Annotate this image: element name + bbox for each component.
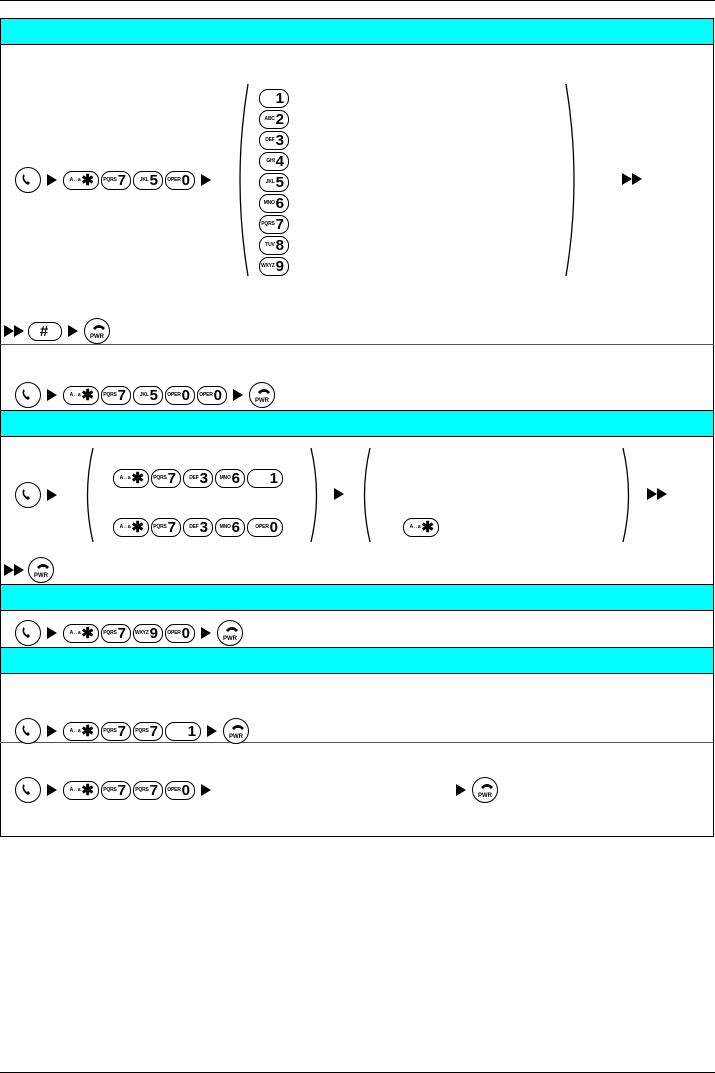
arrow-icon — [47, 725, 57, 737]
section-header-2 — [0, 410, 714, 437]
off-pwr-key-icon[interactable]: PWR — [28, 557, 54, 583]
arrow-icon — [47, 627, 57, 639]
option-star — [403, 518, 439, 537]
sequence-row — [15, 382, 275, 408]
continue-arrow-icon — [4, 325, 24, 337]
sequence-row — [15, 718, 249, 744]
talk-key-icon[interactable] — [15, 620, 41, 646]
sequence-row — [2, 557, 54, 583]
arrow-icon — [47, 174, 57, 186]
key-0[interactable]: OPER 0 — [247, 518, 283, 537]
star-key[interactable]: A↔a ✱ — [403, 518, 439, 537]
key-3[interactable]: DEF 3 — [259, 131, 289, 150]
section-header-3 — [0, 584, 714, 611]
left-paren-icon — [80, 446, 96, 544]
sequence-row — [15, 620, 243, 646]
arrow-icon — [47, 389, 57, 401]
key-7[interactable]: PQRS 7 — [101, 171, 131, 190]
right-paren-icon — [562, 82, 584, 278]
key-0[interactable]: OPER 0 — [165, 171, 195, 190]
arrow-icon — [233, 389, 243, 401]
key-0[interactable]: OPER 0 — [165, 624, 195, 643]
key-3[interactable]: DEF 3 — [183, 469, 213, 488]
key-5[interactable]: JKL 5 — [259, 173, 289, 192]
off-pwr-key-icon[interactable]: PWR — [84, 318, 110, 344]
key-9[interactable]: WXYZ 9 — [259, 257, 289, 276]
arrow-icon — [334, 488, 344, 500]
talk-key-icon[interactable] — [15, 167, 41, 193]
talk-key-icon[interactable] — [15, 718, 41, 744]
key-4[interactable]: GHI 4 — [259, 152, 289, 171]
key-1[interactable]: 1 — [247, 469, 283, 488]
star-key[interactable]: A↔a ✱ — [63, 781, 99, 800]
continue-arrow-icon — [4, 564, 24, 576]
sequence-row — [15, 777, 215, 803]
key-7[interactable]: PQRS 7 — [259, 215, 289, 234]
key-6[interactable]: MNO 6 — [259, 194, 289, 213]
arrow — [330, 488, 348, 500]
sequence-row — [452, 777, 498, 803]
arrow-icon — [201, 627, 211, 639]
off-pwr-key-icon[interactable]: PWR — [472, 777, 498, 803]
option-sequence-2 — [113, 518, 283, 537]
star-key[interactable]: A↔a ✱ — [63, 722, 99, 741]
key-7[interactable]: PQRS 7 — [101, 386, 131, 405]
sequence-row — [2, 318, 110, 344]
key-7[interactable]: PQRS 7 — [101, 781, 131, 800]
row-separator — [0, 344, 714, 345]
off-pwr-key-icon[interactable]: PWR — [249, 382, 275, 408]
continue-arrow — [645, 488, 669, 500]
right-paren-icon — [308, 446, 324, 544]
digit-list — [259, 89, 289, 276]
off-pwr-key-icon[interactable]: PWR — [223, 718, 249, 744]
star-key[interactable]: A↔a ✱ — [113, 518, 149, 537]
section-header-1 — [0, 18, 714, 45]
left-paren-icon — [230, 82, 252, 278]
key-3[interactable]: DEF 3 — [183, 518, 213, 537]
sequence-row — [15, 167, 215, 193]
hash-key[interactable]: # — [28, 322, 62, 341]
off-pwr-key-icon[interactable]: PWR — [217, 620, 243, 646]
key-7[interactable]: PQRS 7 — [101, 624, 131, 643]
arrow-icon — [201, 784, 211, 796]
key-7[interactable]: PQRS 7 — [101, 722, 131, 741]
continue-arrow-icon — [647, 488, 667, 500]
key-1[interactable]: 1 — [165, 722, 201, 741]
star-key[interactable]: A↔a ✱ — [63, 386, 99, 405]
section-header-4 — [0, 647, 714, 674]
sequence-row — [15, 482, 61, 508]
arrow-icon — [68, 325, 78, 337]
option-sequence-1 — [113, 469, 283, 488]
star-key[interactable]: A↔a ✱ — [63, 171, 99, 190]
arrow-icon — [47, 784, 57, 796]
continue-arrow — [620, 173, 644, 185]
key-7[interactable]: PQRS 7 — [151, 469, 181, 488]
key-0[interactable]: OPER 0 — [197, 386, 227, 405]
talk-key-icon[interactable] — [15, 382, 41, 408]
talk-key-icon[interactable] — [15, 482, 41, 508]
key-8[interactable]: TUV 8 — [259, 236, 289, 255]
key-0[interactable]: OPER 0 — [165, 781, 195, 800]
key-7[interactable]: PQRS 7 — [151, 518, 181, 537]
key-1[interactable]: 1 — [259, 89, 289, 108]
key-7[interactable]: PQRS 7 — [133, 722, 163, 741]
key-2[interactable]: ABC 2 — [259, 110, 289, 129]
arrow-icon — [47, 489, 57, 501]
key-6[interactable]: MNO 6 — [215, 469, 245, 488]
key-0[interactable]: OPER 0 — [165, 386, 195, 405]
right-paren-icon — [620, 446, 636, 544]
key-5[interactable]: JKL 5 — [133, 386, 163, 405]
key-6[interactable]: MNO 6 — [215, 518, 245, 537]
arrow-icon — [201, 174, 211, 186]
key-9[interactable]: WXYZ 9 — [133, 624, 163, 643]
key-7[interactable]: PQRS 7 — [133, 781, 163, 800]
star-key[interactable]: A↔a ✱ — [63, 624, 99, 643]
left-paren-icon — [357, 446, 373, 544]
arrow-icon — [456, 784, 466, 796]
talk-key-icon[interactable] — [15, 777, 41, 803]
arrow-icon — [207, 725, 217, 737]
top-rule — [0, 0, 715, 1]
star-key[interactable]: A↔a ✱ — [113, 469, 149, 488]
key-5[interactable]: JKL 5 — [133, 171, 163, 190]
